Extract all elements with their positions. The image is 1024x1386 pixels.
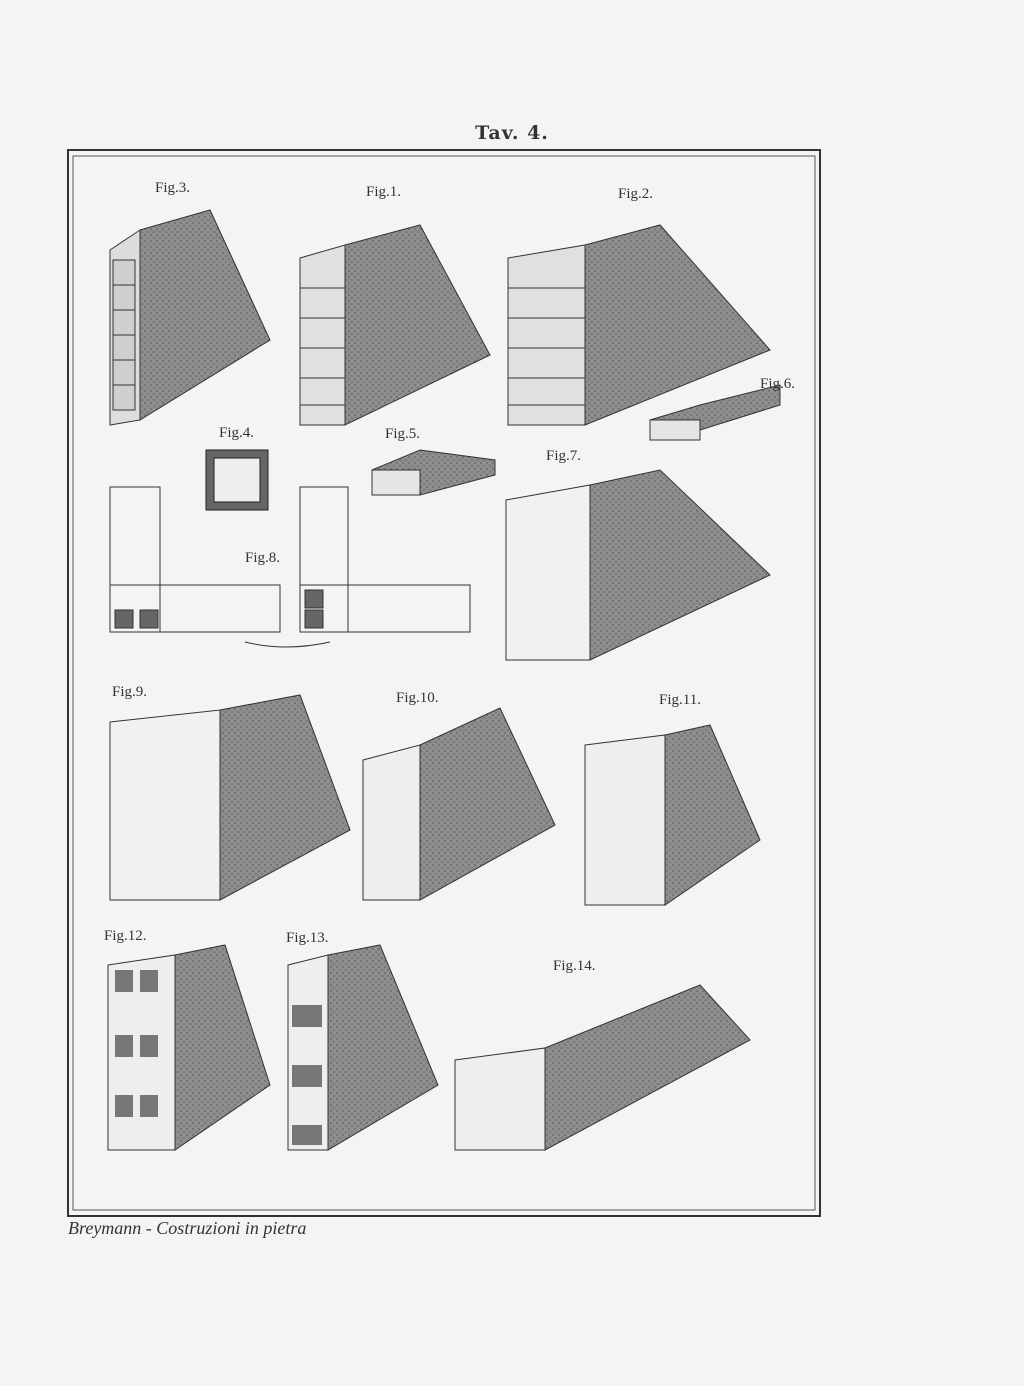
figure-9-drawing — [110, 695, 350, 900]
figure-6-caption: Fig.6. — [760, 376, 796, 392]
figure-14-drawing — [455, 985, 750, 1150]
figure-4-drawing — [206, 450, 268, 510]
figure-11-caption: Fig.11. — [659, 692, 701, 708]
figure-3-drawing — [110, 210, 270, 425]
figure-1-drawing — [300, 225, 490, 425]
figure-6-drawing — [650, 385, 780, 440]
figure-12-drawing — [108, 945, 270, 1150]
credit-line: Breymann - Costruzioni in pietra — [68, 1218, 307, 1238]
figure-9-caption: Fig.9. — [112, 684, 148, 700]
figure-5-caption: Fig.5. — [385, 426, 421, 442]
figure-7-caption: Fig.7. — [546, 448, 582, 464]
figure-3-caption: Fig.3. — [155, 180, 191, 196]
figure-4-caption: Fig.4. — [219, 425, 255, 441]
figure-8-drawing — [110, 487, 470, 647]
figure-14-caption: Fig.14. — [553, 958, 596, 974]
figure-13-drawing — [288, 945, 438, 1150]
figure-10-drawing — [363, 708, 555, 900]
plate-title: Tav. 4. — [475, 122, 549, 144]
figure-7-drawing — [506, 470, 770, 660]
figure-10-caption: Fig.10. — [396, 690, 439, 706]
figure-5-drawing — [372, 450, 495, 495]
figure-8-caption: Fig.8. — [245, 550, 281, 566]
figure-11-drawing — [585, 725, 760, 905]
figure-1-caption: Fig.1. — [366, 184, 402, 200]
figure-2-caption: Fig.2. — [618, 186, 654, 202]
figure-12-caption: Fig.12. — [104, 928, 147, 944]
figure-2-drawing — [508, 225, 770, 425]
figure-13-caption: Fig.13. — [286, 930, 329, 946]
